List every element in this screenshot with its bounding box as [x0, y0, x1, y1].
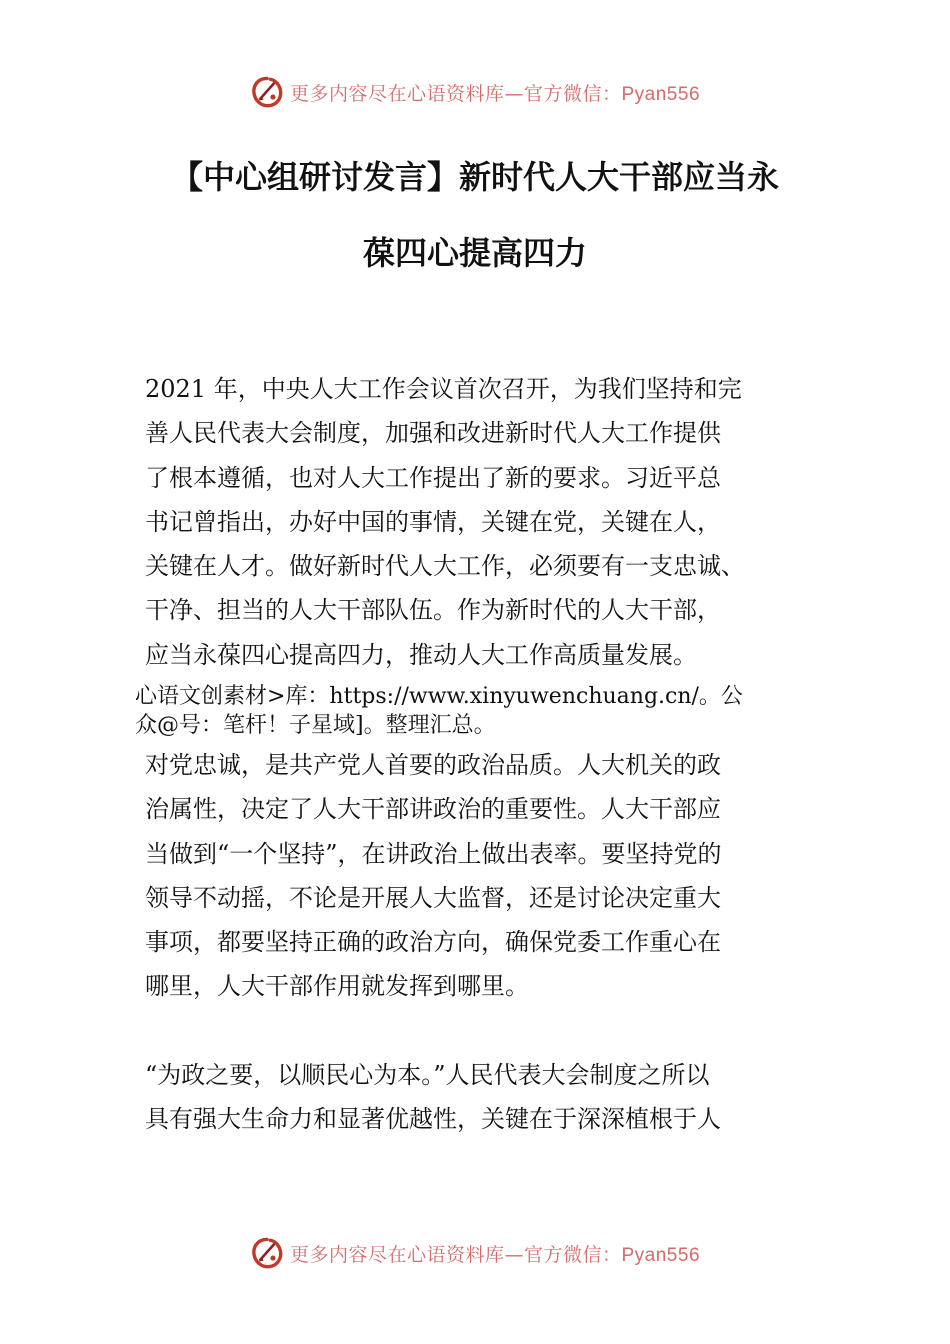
header-banner-contact: 官方微信： — [523, 82, 622, 105]
footer-banner-contact-id: Pyan556 — [621, 1244, 701, 1266]
paragraph-line: 领导不动摇，不论是开展人大监督，还是讨论决定重大 — [145, 883, 721, 912]
paragraph-line: 干净、担当的人大干部队伍。作为新时代的人大干部， — [145, 596, 721, 625]
paragraph-line: 应当永葆四心提高四力，推动人大工作高质量发展。 — [145, 640, 697, 669]
header-banner — [0, 72, 950, 112]
paragraph-line: 当做到“一个坚持”，在讲政治上做出表率。要坚持党的 — [145, 839, 722, 868]
source-note — [135, 682, 825, 740]
brush-logo-icon — [250, 1236, 284, 1270]
source-note-line: 心语文创素材>库：https://www.xinyuwenchuang.cn/。公 — [135, 684, 743, 709]
header-banner-contact-id: Pyan556 — [621, 83, 701, 105]
paragraph-line: 治属性，决定了人大干部讲政治的重要性。人大干部应 — [145, 795, 721, 824]
page-title-line-2: 葆四心提高四力 — [362, 234, 587, 272]
source-note-line: 众@号：笔杆！子星域]。整理汇总。 — [135, 713, 496, 738]
paragraph-line: 书记曾指出，办好中国的事情，关键在党，关键在人， — [145, 507, 721, 536]
footer-banner-main: 更多内容尽在心语资料库 — [289, 1243, 505, 1266]
paragraph-line: 2021 年，中央人大工作会议首次召开，为我们坚持和完 — [145, 375, 742, 403]
paragraph-line: 关键在人才。做好新时代人大工作，必须要有一支忠诚、 — [145, 552, 745, 581]
brush-logo-icon — [250, 75, 284, 109]
paragraph-line: 对党忠诚，是共产党人首要的政治品质。人大机关的政 — [145, 751, 721, 779]
paragraph-line: 事项，都要坚持正确的政治方向，确保党委工作重心在 — [145, 928, 721, 957]
paragraph-people — [145, 1053, 825, 1142]
header-banner-dash: — — [504, 82, 524, 105]
paragraph-line: 了根本遵循，也对人大工作提出了新的要求。习近平总 — [145, 463, 721, 492]
paragraph-line: “为政之要，以顺民心为本。”人民代表大会制度之所以 — [145, 1061, 710, 1089]
page-title-line-1: 【中心组研讨发言】新时代人大干部应当永 — [170, 158, 779, 196]
footer-banner-dash: — — [504, 1243, 524, 1266]
paragraph-line: 哪里，人大干部作用就发挥到哪里。 — [145, 972, 529, 1001]
footer-banner-contact: 官方微信： — [523, 1243, 622, 1266]
paragraph-line: 善人民代表大会制度，加强和改进新时代人大工作提供 — [145, 419, 721, 448]
paragraph-line: 具有强大生命力和显著优越性，关键在于深深植根于人 — [145, 1105, 721, 1134]
paragraph-intro — [145, 367, 825, 677]
paragraph-loyalty — [145, 743, 825, 1009]
footer-banner — [0, 1233, 950, 1273]
footer-banner-text — [290, 1240, 700, 1267]
header-banner-text — [290, 79, 700, 106]
header-banner-main: 更多内容尽在心语资料库 — [289, 82, 505, 105]
